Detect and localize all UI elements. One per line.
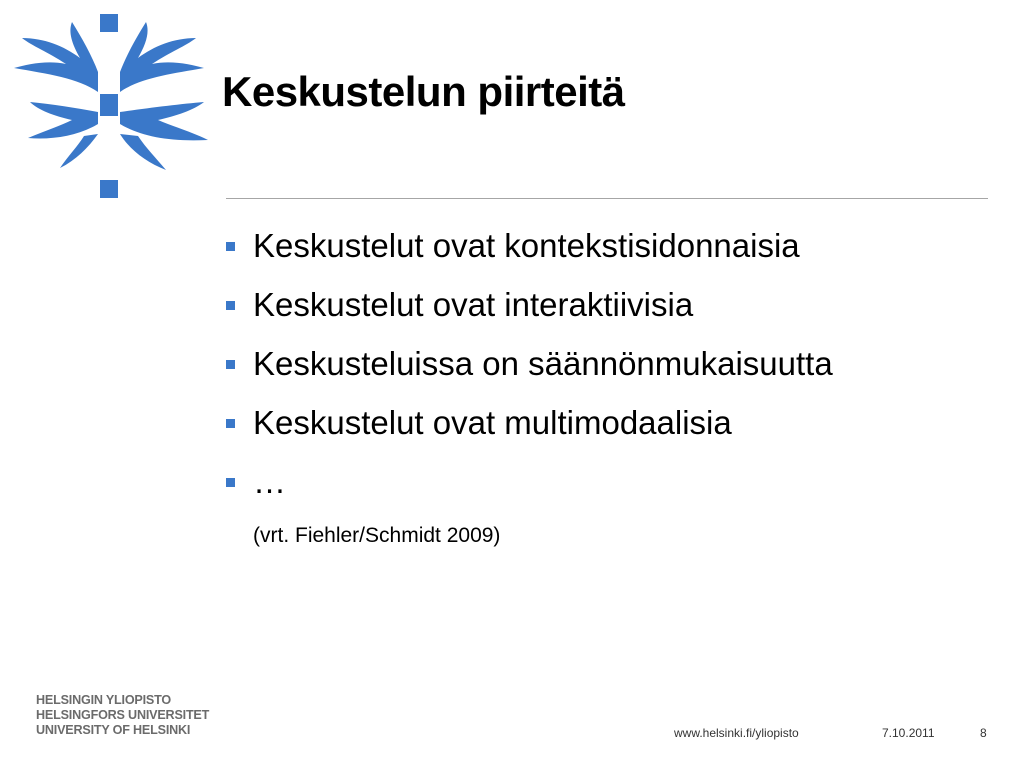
footer-page-number: 8 [980, 726, 987, 740]
bullet-item [226, 403, 833, 443]
bullet-item [226, 226, 833, 266]
bullet-item [226, 462, 833, 502]
bullet-list [226, 226, 833, 521]
university-logo-icon [8, 8, 216, 204]
square-bullet-icon [226, 301, 235, 310]
bullet-item [226, 344, 833, 384]
bullet-text: Keskustelut ovat multimodaalisia [253, 404, 732, 441]
bullet-text: Keskustelut ovat interaktiivisia [253, 286, 694, 323]
bullet-text: Keskustelut ovat kontekstisidonnaisia [253, 227, 800, 264]
bullet-text: Keskusteluissa on säännönmukaisuutta [253, 345, 833, 382]
square-bullet-icon [226, 360, 235, 369]
title-divider [226, 198, 988, 199]
university-name-fi: HELSINGIN YLIOPISTO [36, 693, 171, 707]
square-bullet-icon [226, 242, 235, 251]
bullet-item [226, 285, 833, 325]
citation-text: (vrt. Fiehler/Schmidt 2009) [253, 524, 501, 547]
university-name [36, 693, 209, 738]
square-bullet-icon [226, 478, 235, 487]
footer-url: www.helsinki.fi/yliopisto [674, 726, 799, 740]
bullet-text: … [253, 463, 286, 500]
footer-date: 7.10.2011 [882, 726, 935, 740]
university-name-sv: HELSINGFORS UNIVERSITET [36, 708, 210, 722]
university-name-en: UNIVERSITY OF HELSINKI [36, 723, 191, 737]
square-bullet-icon [226, 419, 235, 428]
slide-title: Keskustelun piirteitä [222, 68, 625, 115]
